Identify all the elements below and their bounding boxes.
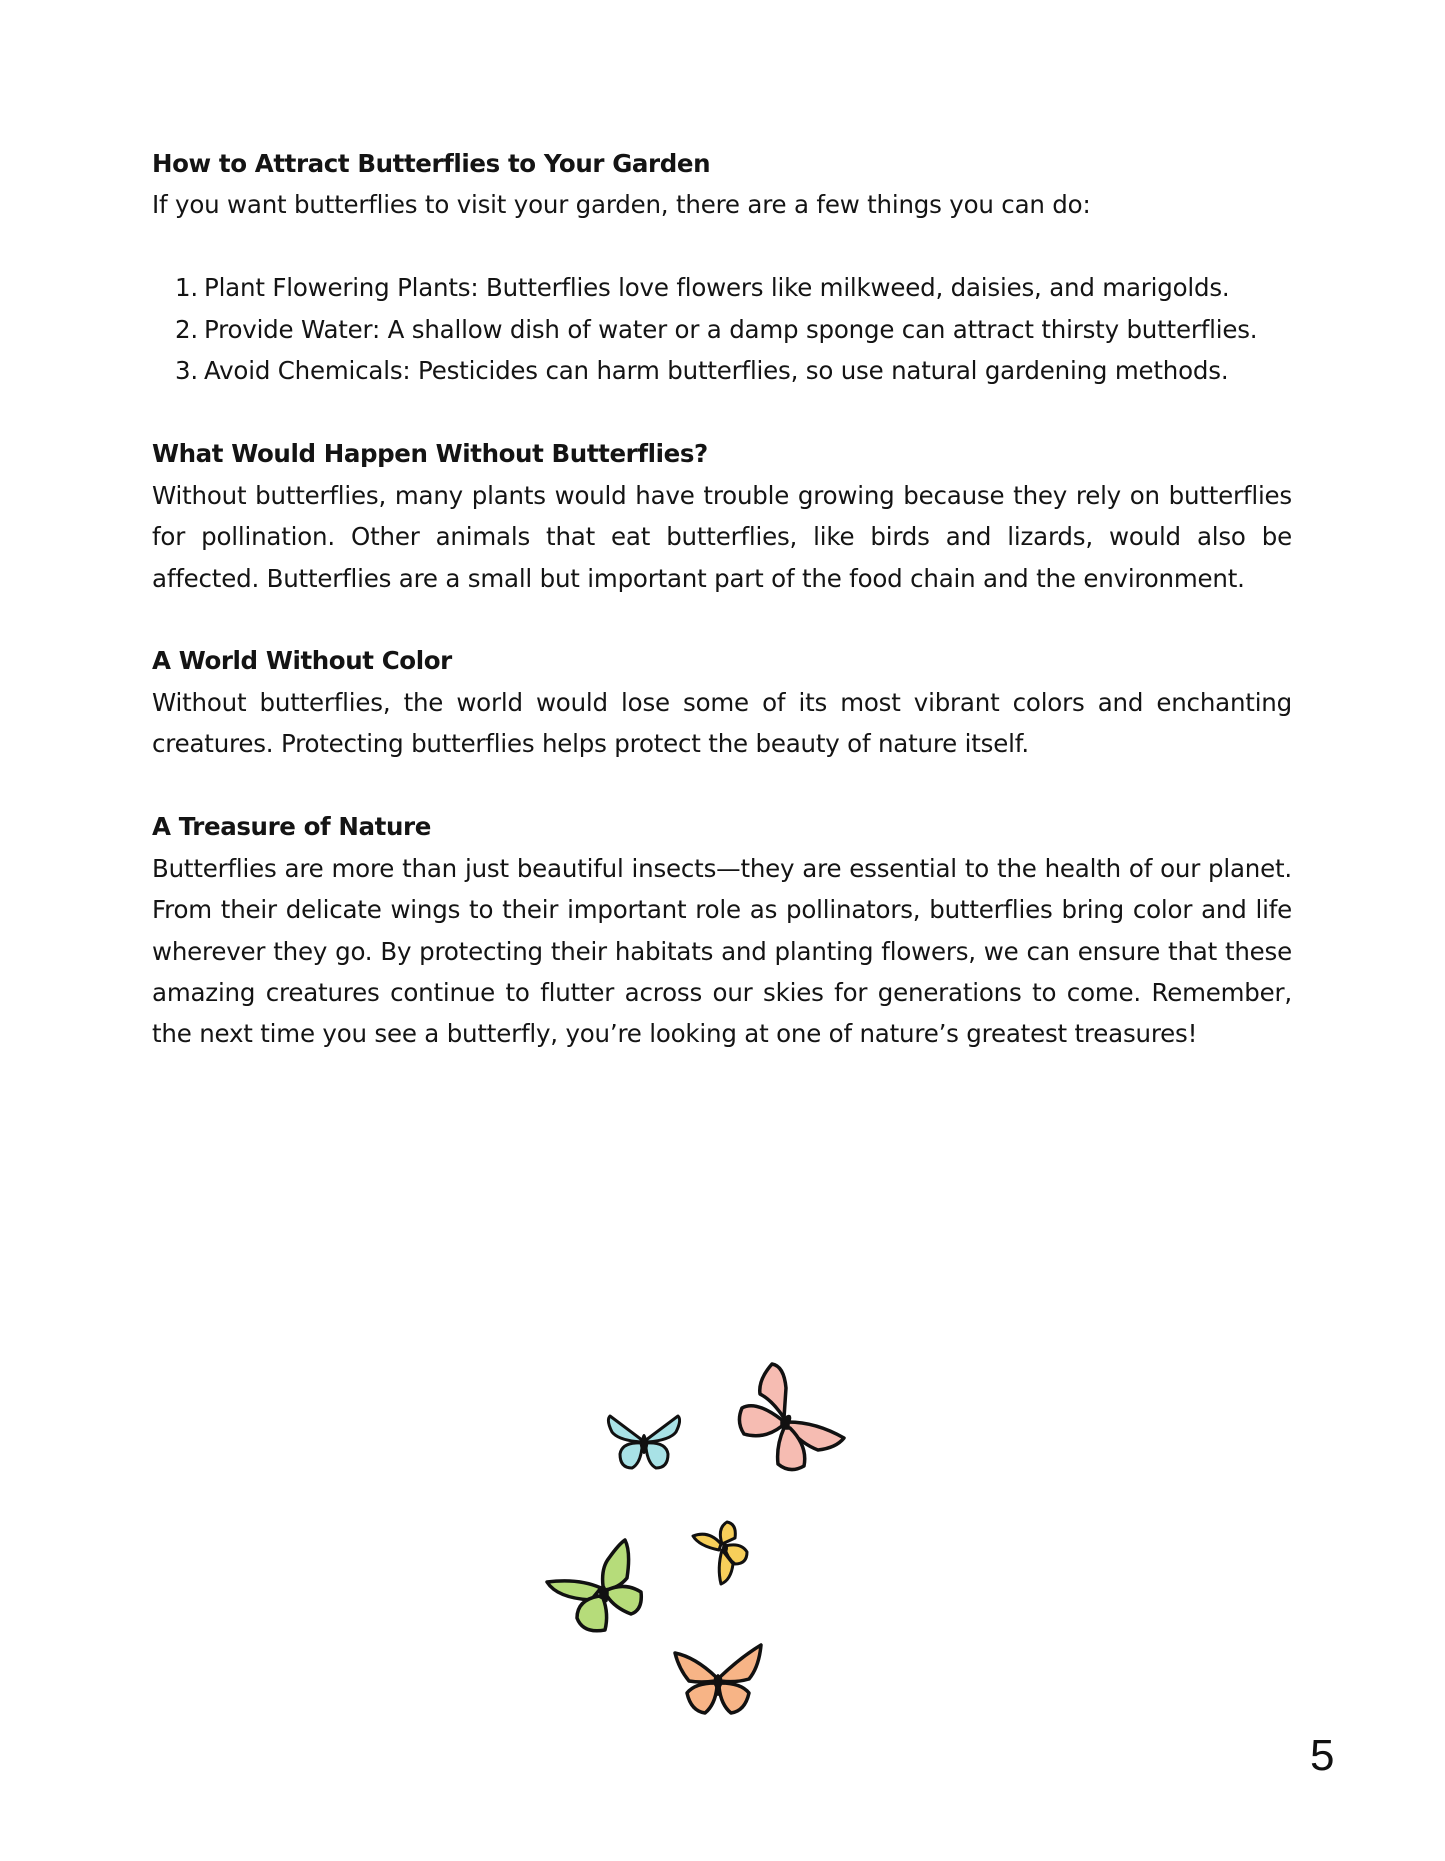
- list-text: Avoid Chemicals: Pesticides can harm butterflies, so use natural gardening methods.: [204, 356, 1229, 386]
- list-item: [152, 267, 1292, 308]
- section-heading: What Would Happen Without Butterflies?: [152, 439, 708, 469]
- section-world-without-color: [152, 640, 1292, 764]
- orange-butterfly-icon: [671, 1643, 765, 1719]
- list-number: 3.: [175, 356, 198, 386]
- section-intro: If you want butterflies to visit your garden, there are a few things you can do:: [152, 190, 1091, 220]
- list-number: 1.: [175, 273, 198, 303]
- section-heading: How to Attract Butterflies to Your Garden: [152, 149, 711, 178]
- list-item: [152, 350, 1292, 391]
- blue-butterfly-icon: [604, 1410, 684, 1474]
- list-text: Provide Water: A shallow dish of water or a damp sponge can attract thirsty butterflies.: [204, 314, 1258, 344]
- page-content: [152, 143, 1292, 1055]
- section-body: Without butterflies, many plants would have trouble growing because they rely on butterflies for pollination. Other animals that eat butterflies, like birds and lizards, would also be affected. Butterflies are a small but important part of the food chain and the environment.: [152, 480, 1292, 593]
- tips-list: [152, 267, 1292, 391]
- section-body: Butterflies are more than just beautiful insects—they are essential to the health of our planet. From their delicate wings to their important role as pollinators, butterflies bring color and life wherever they go. By protecting their habitats and planting flowers, we can ensure that these amazing creatures continue to flutter across our skies for generations to come. Remember, the next time you see a butterfly, you’re looking at one of nature’s greatest treasures!: [152, 853, 1292, 1049]
- list-number: 2.: [175, 314, 198, 344]
- section-without-butterflies: [152, 433, 1292, 599]
- section-attract-butterflies: [152, 143, 1292, 392]
- section-heading: A Treasure of Nature: [152, 812, 431, 842]
- pink-butterfly-icon: [736, 1360, 848, 1474]
- section-treasure-of-nature: [152, 806, 1292, 1055]
- section-body: Without butterflies, the world would lose some of its most vibrant colors and enchanting creatures. Protecting butterflies helps protect the beauty of nature itself.: [152, 687, 1292, 759]
- page-number: 5: [1310, 1731, 1335, 1780]
- yellow-butterfly-icon: [689, 1520, 755, 1588]
- list-text: Plant Flowering Plants: Butterflies love flowers like milkweed, daisies, and marigolds.: [204, 273, 1230, 303]
- green-butterfly-icon: [543, 1538, 647, 1636]
- section-heading: A World Without Color: [152, 646, 452, 676]
- list-item: [152, 309, 1292, 350]
